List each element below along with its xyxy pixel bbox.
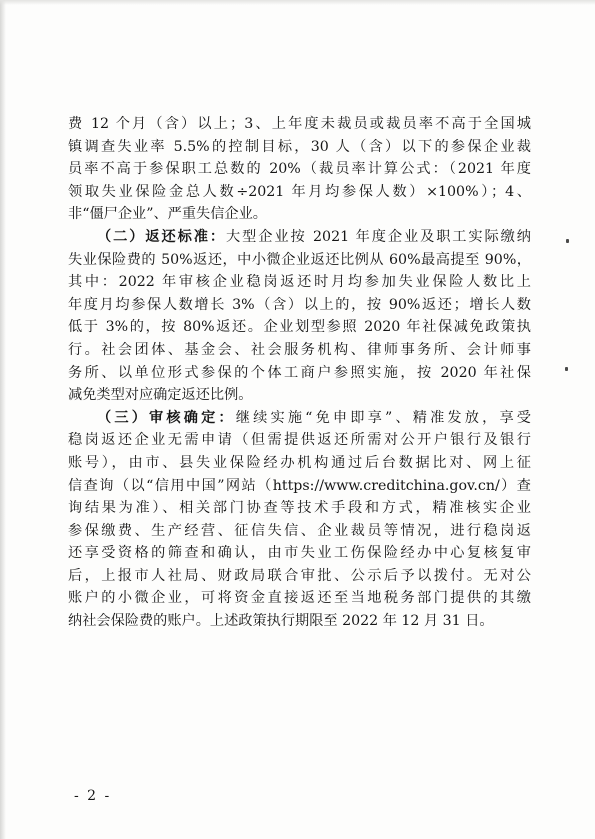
text-line: 费 12 个月（含）以上；3、上年度未裁员或裁员率不高于全国城	[68, 116, 531, 132]
scan-speck	[566, 239, 569, 243]
text-line: 镇调查失业率 5.5%的控制目标，30 人（含）以下的参保企业裁	[68, 138, 531, 155]
text-line: 失业保险费的 50%返还，中小微企业返还比例从 60%最高提至 90%，	[68, 251, 531, 268]
section-heading-review: （三）审核确定：	[97, 409, 236, 426]
document-body	[68, 113, 531, 633]
text-line: 纳社会保险费的账户。上述政策执行期限至 2022 年 12 月 31 日。	[68, 613, 494, 630]
text-line: 询结果为准）、相关部门协查等技术手段和方式，精准核实企业	[68, 500, 531, 517]
text-line: 低于 3%的，按 80%返还。企业划型参照 2020 年社保减免政策执	[68, 319, 531, 336]
text-line: 参保缴费、生产经营、征信失信、企业裁员等情况，进行稳岗返	[68, 522, 531, 539]
paragraph-conditions	[68, 113, 531, 226]
text-line: 务所、以单位形式参保的个体工商户参照实施，按 2020 年社保	[68, 364, 531, 381]
text-line: 账户的小微企业，可将资金直接返还至当地税务部门提供的其缴	[68, 590, 531, 607]
text-line: 账号），由市、县失业保险经办机构通过后台数据比对、网上征	[68, 454, 531, 471]
section-heading-refund-standard: （二）返还标准：	[97, 228, 226, 245]
text-line: 年度月均参保人数增长 3%（含）以上的，按 90%返还；增长人数	[68, 296, 531, 313]
text-line-content: 继续实施“免申即享”、精准发放，享受	[235, 409, 531, 426]
page-number: - 2 -	[74, 788, 112, 804]
text-line: 领取失业保险金总人数÷2021 年月均参保人数）×100%）；4、	[68, 183, 531, 200]
text-line: 行。社会团体、基金会、社会服务机构、律师事务所、会计师事	[68, 341, 531, 358]
scan-shadow-left	[0, 0, 6, 839]
scan-speck	[565, 367, 568, 371]
text-line: 信查询（以“信用中国”网站（https://www.creditchina.gov.cn/）查	[68, 477, 531, 494]
text-line-content: 大型企业按 2021 年度企业及职工实际缴纳	[225, 228, 531, 245]
paragraph-refund-standard	[68, 226, 531, 407]
scan-shadow-top	[0, 0, 595, 5]
text-line	[68, 407, 531, 430]
text-line: 还享受资格的筛查和确认，由市失业工伤保险经办中心复核复审	[68, 545, 531, 562]
text-line: 员率不高于参保职工总数的 20%（裁员率计算公式：（2021 年度	[68, 161, 531, 178]
text-line: 后，上报市人社局、财政局联合审批、公示后予以拨付。无对公	[68, 567, 531, 584]
text-line: 减免类型对应确定返还比例。	[68, 387, 253, 404]
text-line	[68, 226, 531, 249]
text-line: 稳岗返还企业无需申请（但需提供返还所需对公开户银行及银行	[68, 432, 531, 449]
text-line: 非“僵尸企业”、严重失信企业。	[68, 206, 267, 223]
paragraph-review	[68, 407, 531, 633]
text-line: 其中：2022 年审核企业稳岗返还时月均参加失业保险人数比上	[68, 274, 531, 291]
